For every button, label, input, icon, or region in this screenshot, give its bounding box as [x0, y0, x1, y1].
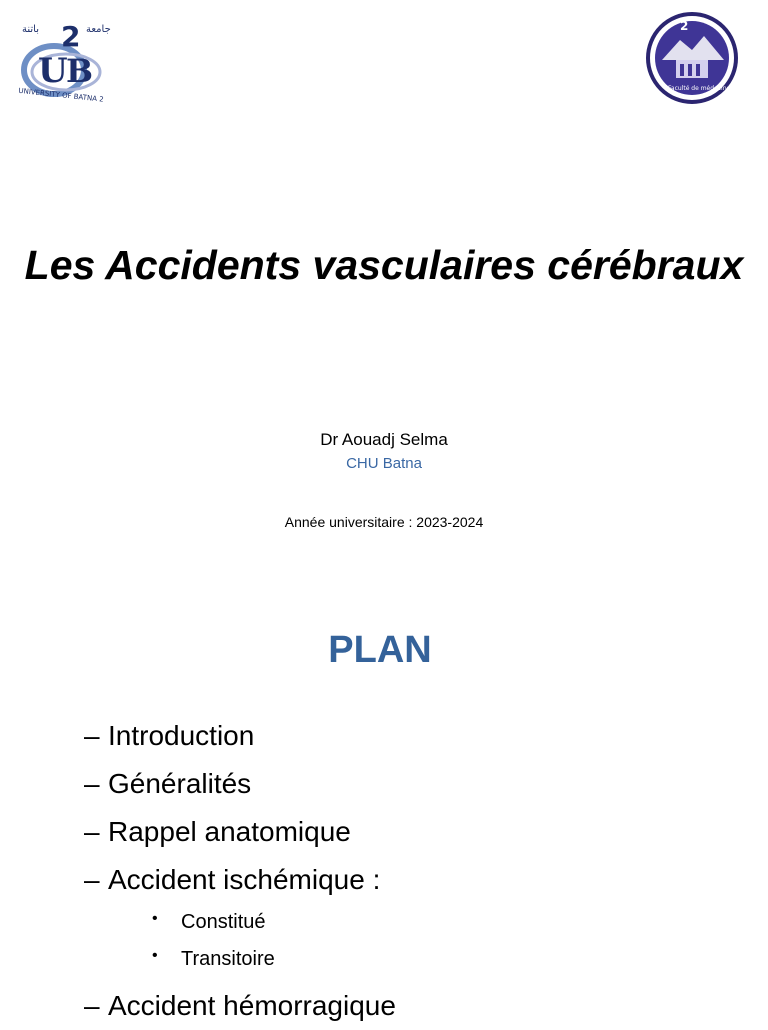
- plan-list: [84, 712, 396, 1030]
- svg-text:U: U: [38, 51, 68, 91]
- plan-title: PLAN: [328, 629, 432, 671]
- plan-item-label: Généralités: [108, 768, 252, 799]
- plan-item-introduction: [84, 712, 396, 760]
- svg-text:2: 2: [61, 20, 81, 53]
- dash-marker: –: [84, 768, 100, 799]
- plan-item-rappel-anatomique: [84, 808, 396, 856]
- plan-item-label: Accident hémorragique: [108, 990, 396, 1021]
- plan-item-accident-ischemique: [84, 856, 396, 904]
- plan-item-accident-hemorragique: [84, 982, 396, 1030]
- dash-marker: –: [84, 864, 100, 895]
- plan-item-label: Rappel anatomique: [108, 816, 351, 847]
- dash-marker: –: [84, 990, 100, 1021]
- slide-title: Les Accidents vasculaires cérébraux: [24, 242, 744, 288]
- plan-sublist: [84, 904, 396, 982]
- plan-sublist-container: [84, 904, 396, 982]
- plan-subitem-transitoire: [84, 941, 396, 978]
- bullet-marker: •: [152, 910, 158, 927]
- faculty-seal-icon: [640, 10, 746, 106]
- svg-text:2: 2: [680, 19, 689, 33]
- plan-subitem-label: Constitué: [181, 911, 266, 933]
- bullet-marker: •: [152, 947, 158, 964]
- academic-year: Année universitaire : 2023-2024: [284, 514, 484, 530]
- svg-text:جامعة: جامعة: [86, 24, 111, 35]
- plan-item-label: Accident ischémique :: [108, 864, 381, 895]
- plan-item-label: Introduction: [108, 720, 255, 751]
- svg-text:Faculté de médecine: Faculté de médecine: [668, 85, 731, 92]
- author-name: Dr Aouadj Selma: [320, 430, 448, 449]
- svg-text:UNIVERSITY OF BATNA 2: UNIVERSITY OF BATNA 2: [18, 86, 105, 104]
- plan-item-generalites: [84, 760, 396, 808]
- dash-marker: –: [84, 816, 100, 847]
- plan-subitem-constitue: [84, 904, 396, 941]
- svg-text:B: B: [66, 52, 94, 90]
- svg-text:باتنة: باتنة: [22, 24, 39, 35]
- university-logo-icon: [14, 12, 122, 104]
- affiliation: CHU Batna: [346, 455, 422, 472]
- dash-marker: –: [84, 720, 100, 751]
- plan-subitem-label: Transitoire: [181, 948, 275, 970]
